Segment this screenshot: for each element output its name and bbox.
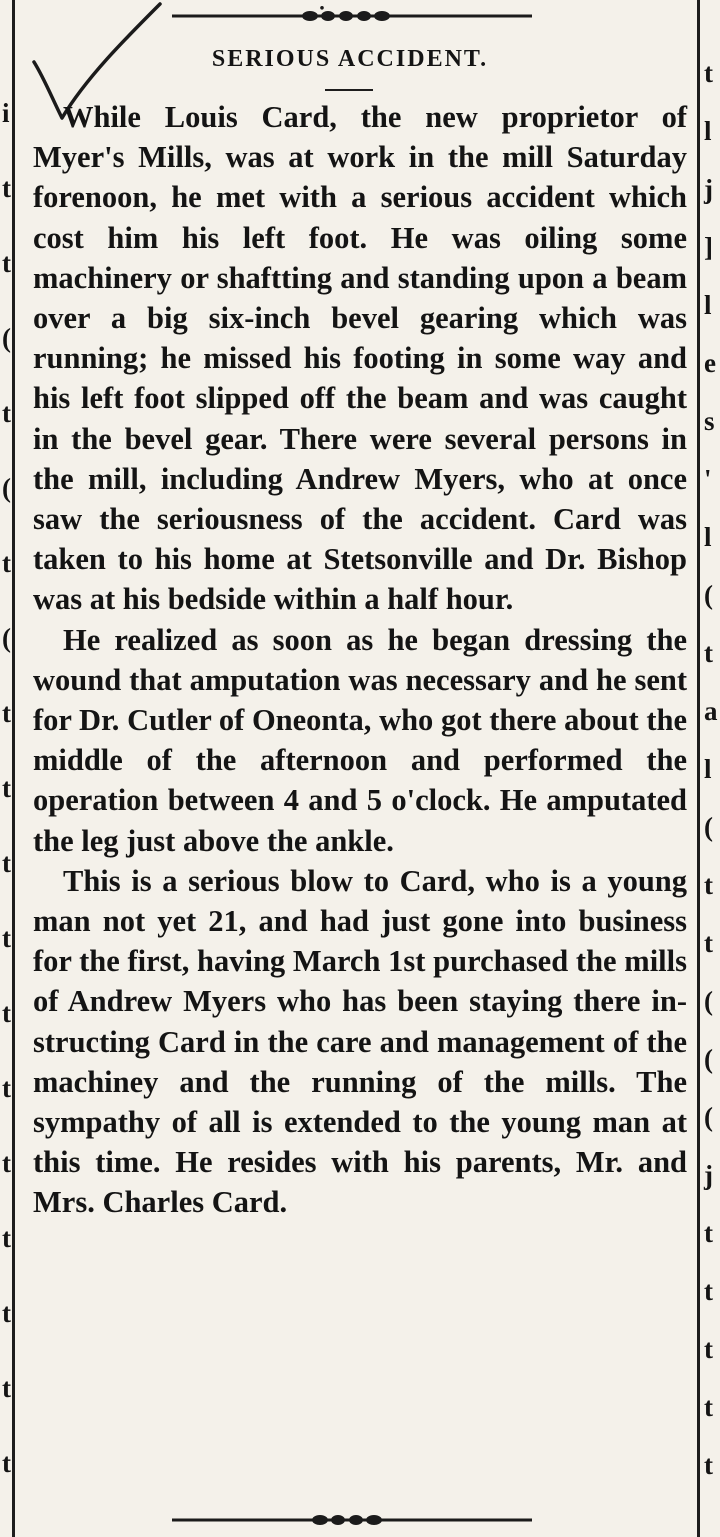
edge-fragment-letter: ( [2, 623, 11, 653]
edge-fragment-letter: t [704, 638, 713, 668]
edge-fragment-letter: t [2, 248, 11, 278]
edge-fragment-letter: t [2, 398, 11, 428]
edge-fragment-letter: t [2, 1148, 11, 1178]
edge-fragment-letter: t [2, 173, 11, 203]
edge-fragment-letter: ( [704, 1044, 713, 1074]
paragraph-background: This is a serious blow to Card, who is a young man not yet 21, and had just gone into business for the first, having March 1st purchased the mills of Andrew Myers who has been staying there instructing Card in the care and management of the machiney and the running of the mills. The sympathy of all is extended to the young man at this time. He resides with his parents, Mr. and Mrs. Charles Card. [33, 863, 687, 1220]
edge-fragment-letter: e [704, 348, 716, 378]
headline-underline [325, 89, 373, 91]
edge-fragment-letter: l [704, 754, 712, 784]
edge-fragment-letter: t [2, 848, 11, 878]
edge-fragment-letter: a [704, 696, 718, 726]
edge-fragment-letter: t [704, 870, 713, 900]
edge-fragment-letter: l [704, 116, 712, 146]
edge-fragment-letter: ( [2, 473, 11, 503]
edge-fragment-letter: t [2, 773, 11, 803]
edge-fragment-letter: ( [2, 323, 11, 353]
left-adjacent-column-fragments [0, 0, 18, 1537]
edge-fragment-letter: l [704, 522, 712, 552]
edge-fragment-letter: t [2, 1223, 11, 1253]
edge-fragment-letter: t [704, 1276, 713, 1306]
edge-fragment-letter: ( [704, 1102, 713, 1132]
edge-fragment-letter: ( [704, 812, 713, 842]
edge-fragment-letter: s [704, 406, 715, 436]
right-adjacent-column-fragments [702, 0, 720, 1537]
edge-fragment-letter: t [704, 1218, 713, 1248]
edge-fragment-letter: ( [704, 580, 713, 610]
edge-fragment-letter: l [704, 290, 712, 320]
edge-fragment-letter: t [2, 923, 11, 953]
edge-fragment-letter: t [2, 1373, 11, 1403]
edge-fragment-letter: j [704, 174, 713, 204]
paragraph-amputation: He realized as soon as he began dressing the wound that amputation was necessary and he sent for Dr. Cutler of Oneonta, who got there about the middle of the afternoon and performed the operation between 4 and 5 o'clock. He amputated the leg just above the ankle. [33, 622, 687, 858]
edge-fragment-letter: t [2, 1448, 11, 1478]
edge-fragment-letter: i [2, 98, 10, 128]
article-body [33, 97, 687, 1223]
headline: SERIOUS ACCIDENT. [211, 46, 489, 72]
edge-fragment-letter: t [2, 548, 11, 578]
edge-fragment-letter: t [2, 998, 11, 1028]
right-column-rule [697, 0, 700, 1537]
edge-fragment-letter: ( [704, 986, 713, 1016]
edge-fragment-letter: t [704, 928, 713, 958]
edge-fragment-letter: t [704, 1392, 713, 1422]
edge-fragment-letter: j [704, 1160, 713, 1190]
paragraph-accident: While Louis Card, the new proprietor of Myer's Mills, was at work in the mill Saturday forenoon, he met with a serious accident which cost him his left foot. He was oiling some machinery or shaftting and standing upon a beam over a big six-inch bevel gearing which was running; he missed his footing in some way and his left foot slipped off the beam and was caught in the bevel gear. There were several persons in the mill, including Andrew Myers, who at once saw the seriousness of the accident. Card was taken to his home at Stetsonville and Dr. Bishop was at his bedside within a half hour. [33, 100, 687, 617]
edge-fragment-letter: t [704, 1450, 713, 1480]
edge-fragment-letter: t [704, 1334, 713, 1364]
edge-fragment-letter: t [2, 1073, 11, 1103]
edge-fragment-letter: t [2, 698, 11, 728]
edge-fragment-letter: t [2, 1298, 11, 1328]
edge-fragment-letter: t [704, 58, 713, 88]
top-ornament-rule [172, 6, 532, 26]
edge-fragment-letter: ] [704, 232, 713, 262]
bottom-ornament-rule [172, 1510, 532, 1530]
edge-fragment-letter: ' [704, 464, 712, 494]
